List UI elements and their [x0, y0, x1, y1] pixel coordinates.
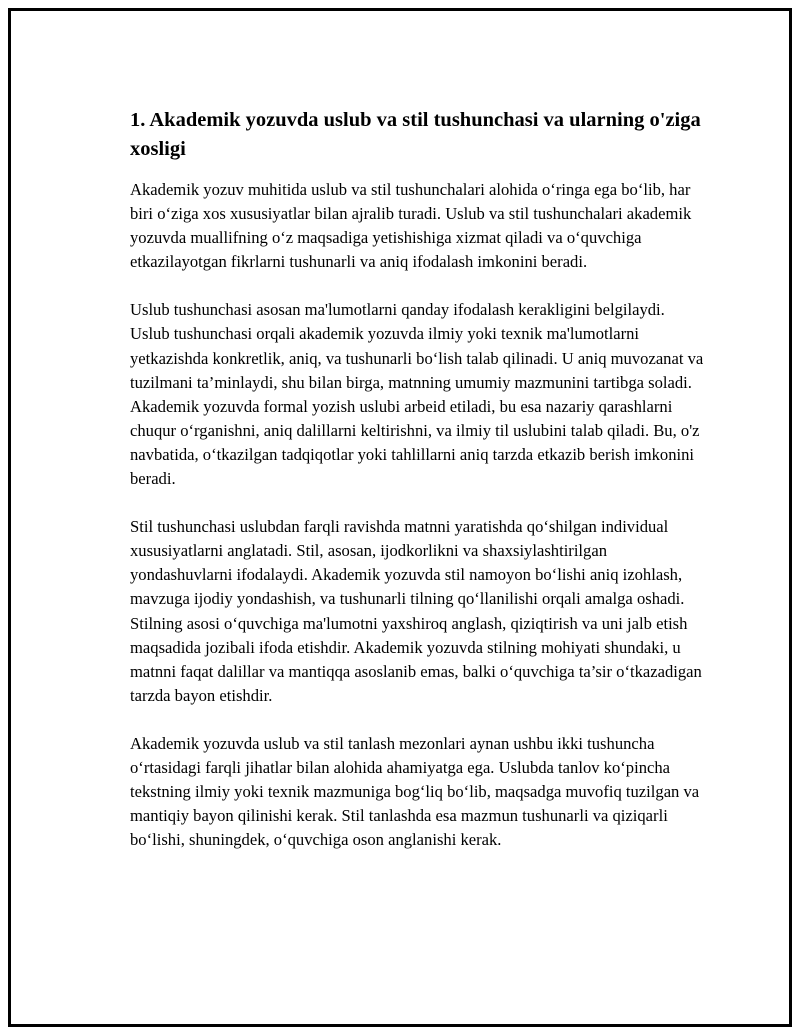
paragraph-2: Uslub tushunchasi asosan ma'lumotlarni qanday ifodalash kerakligini belgilaydi. Uslub tushunchasi orqali akademik yozuvda ilmiy yoki texnik ma'lumotlarni yetkazishda konkretlik, aniq, va tushunarli bo‘lish talab qilinadi. U aniq muvozanat va tuzilmani ta’minlaydi, shu bilan birga, matnning umumiy mazmunini tartibga soladi. Akademik yozuvda formal yozish uslubi arbeid etiladi, bu esa nazariy qarashlarni chuqur o‘rganishni, aniq dalillarni keltirishni, va ilmiy til uslubini talab qiladi. Bu, o'z navbatida, o‘tkazilgan tadqiqotlar yoki tahlillarni aniq tarzda etkazib berish imkonini beradi.	[130, 300, 704, 489]
paragraph-4: Akademik yozuvda uslub va stil tanlash mezonlari aynan ushbu ikki tushuncha o‘rtasidagi farqli jihatlar bilan alohida ahamiyatga ega. Uslubda tanlov ko‘pincha tekstning ilmiy yoki texnik mazmuniga bog‘liq bo‘lib, maqsadga muvofiq tuzilgan va mantiqiy bayon qilinishi kerak. Stil tanlashda esa mazmun tushunarli va qiziqarli bo‘lishi, shuningdek, o‘quvchiga oson anglanishi kerak.	[130, 733, 700, 850]
section-title: 1. Akademik yozuvda uslub va stil tushunchasi va ularning o'ziga xosligi	[130, 109, 701, 160]
paragraph-1: Akademik yozuv muhitida uslub va stil tushunchalari alohida o‘ringa ega bo‘lib, har biri o‘ziga xos xususiyatlar bilan ajralib turadi. Uslub va stil tushunchalari akademik yozuvda muallifning o‘z maqsadiga yetishishiga xizmat qiladi va o‘quvchiga etkazilayotgan fikrlarni tushunarli va aniq ifodalash imkonini beradi.	[130, 180, 692, 272]
document-body	[130, 106, 705, 876]
paragraph-3: Stil tushunchasi uslubdan farqli ravishda matnni yaratishda qo‘shilgan individual xususiyatlarni anglatadi. Stil, asosan, ijodkorlikni va shaxsiylashtirilgan yondashuvlarni ifodalaydi. Akademik yozuvda stil namoyon bo‘lishi aniq izohlash, mavzuga ijodiy yondashish, va tushunarli tilning qo‘llanilishi orqali amalga oshadi. Stilning asosi o‘quvchiga ma'lumotni yaxshiroq anglash, qiziqtirish va uni jalb etish maqsadida jozibali ifoda etishdir. Akademik yozuvda stilning mohiyati shundaki, u matnni faqat dalillar va mantiqqa asoslanib emas, balki o‘quvchiga ta’sir o‘tkazadigan tarzda bayon etishdir.	[130, 517, 702, 705]
page-frame	[8, 8, 792, 1027]
